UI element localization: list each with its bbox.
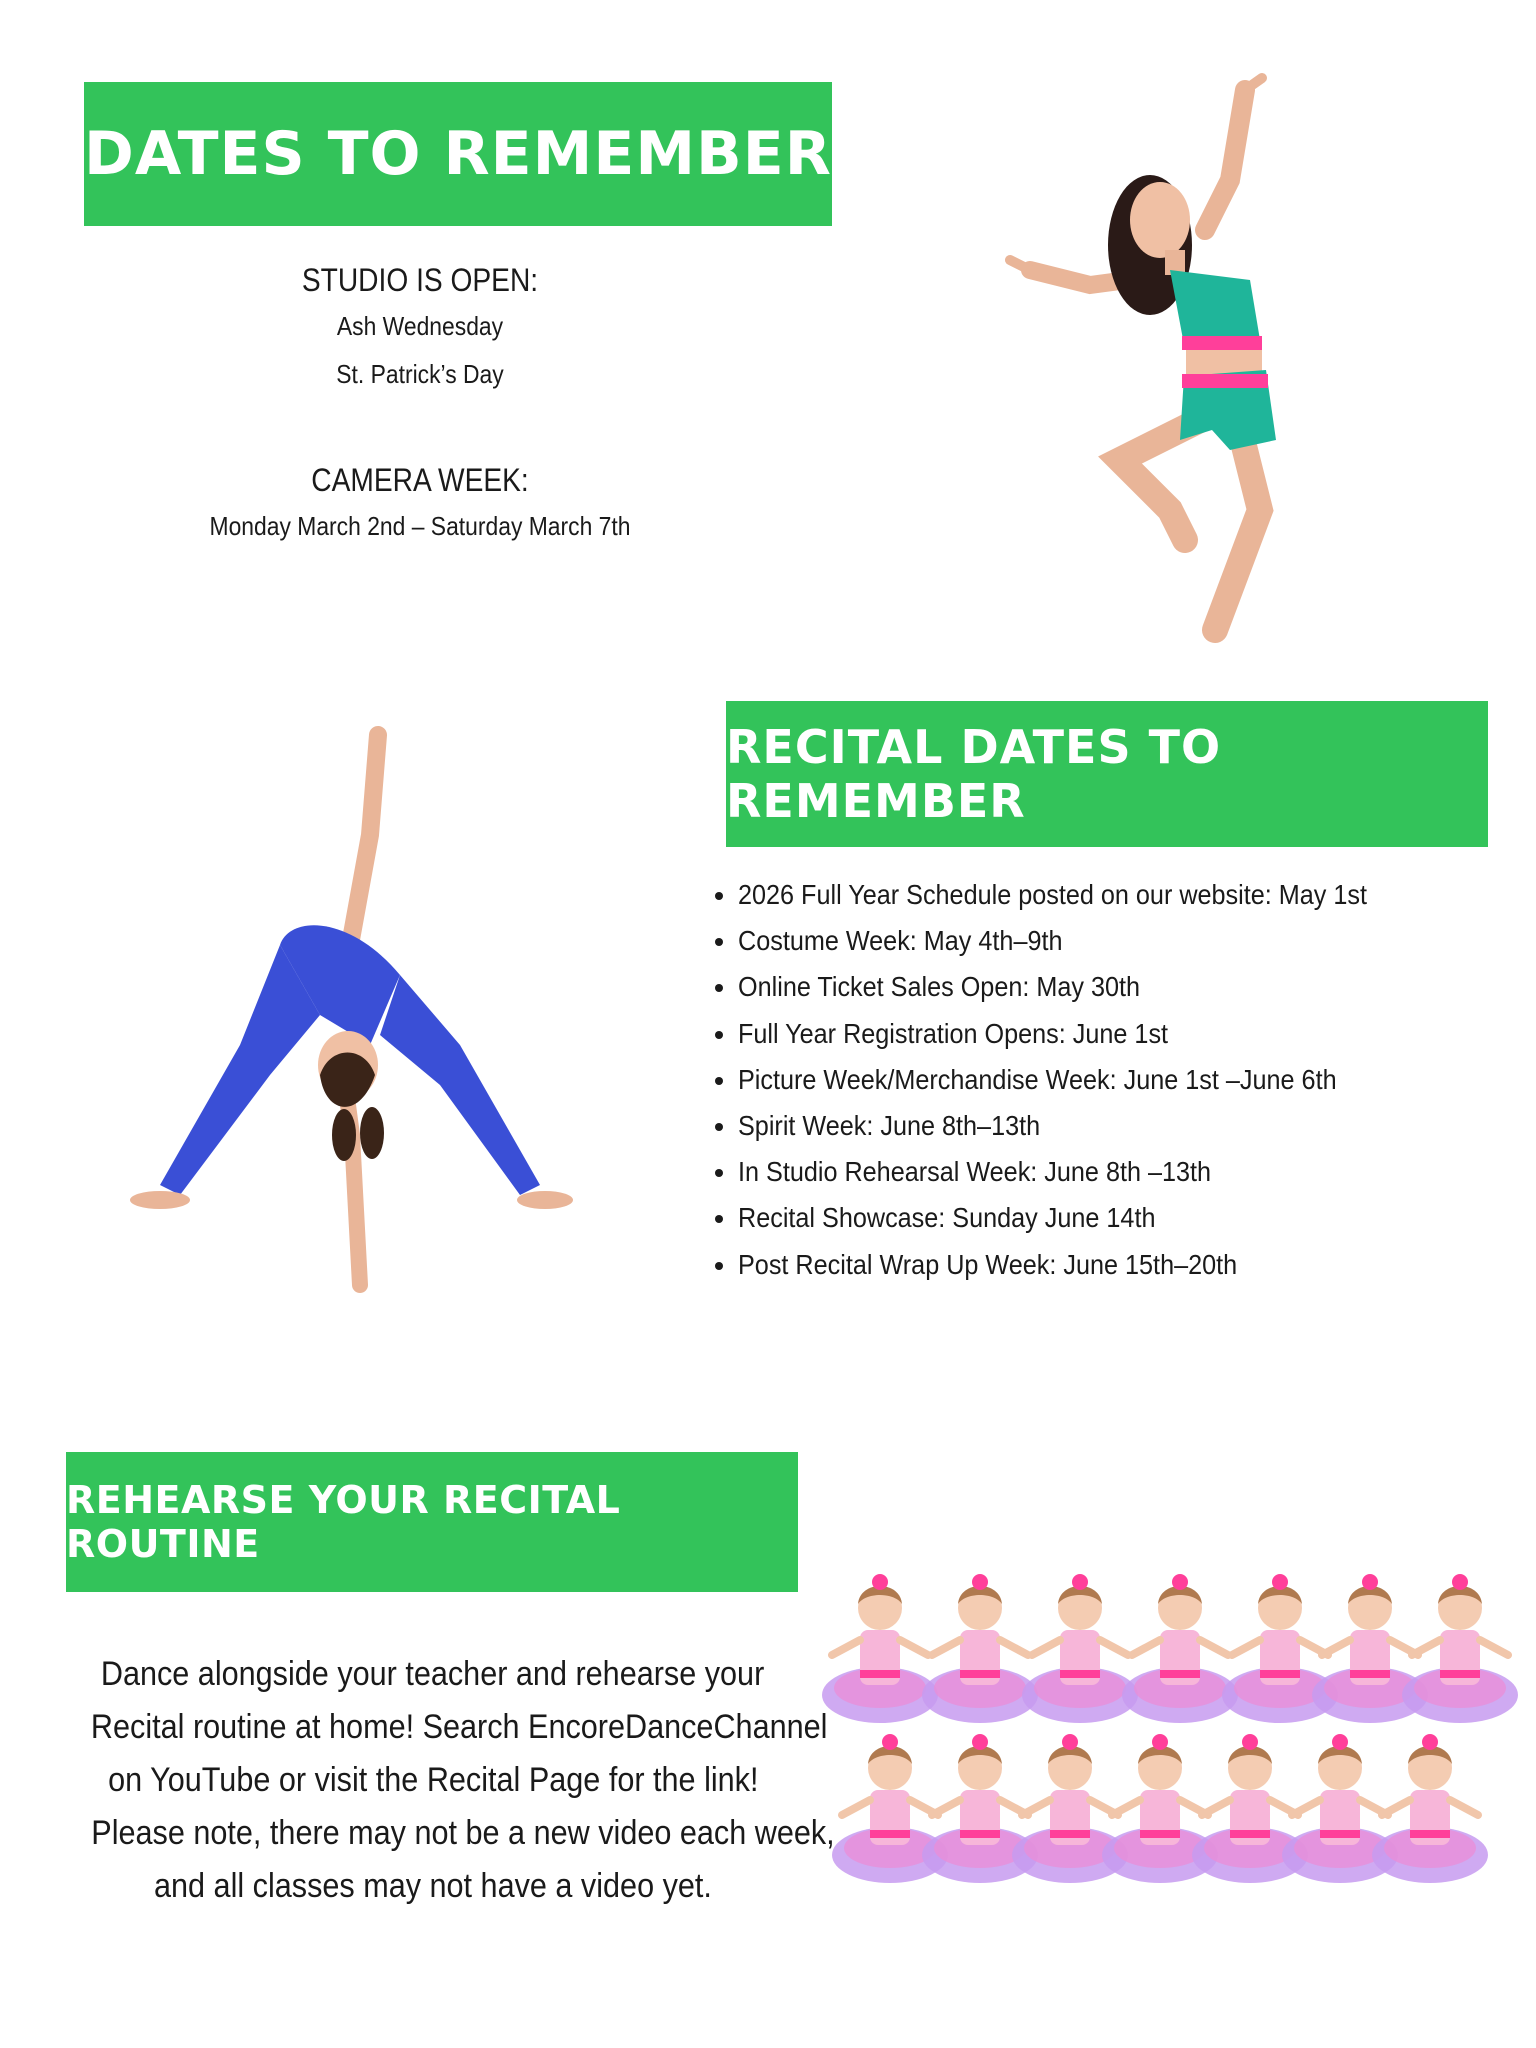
paragraph-line: Please note, there may not be a new video each week, bbox=[91, 1814, 835, 1852]
studio-open-label: STUDIO IS OPEN: bbox=[301, 262, 539, 298]
stretching-dancer-photo bbox=[120, 715, 580, 1315]
list-item: • Full Year Registration Opens: June 1st bbox=[738, 1011, 1528, 1057]
recital-class-photo bbox=[820, 1560, 1520, 1910]
list-item: • Post Recital Wrap Up Week: June 15th–20th bbox=[738, 1242, 1528, 1288]
paragraph-line: and all classes may not have a video yet. bbox=[154, 1867, 712, 1905]
leaping-dancer-photo bbox=[1000, 70, 1310, 650]
dates-title: DATES TO REMEMBER bbox=[84, 119, 832, 189]
rehearse-banner bbox=[66, 1452, 798, 1592]
child-dancer bbox=[1022, 1574, 1138, 1723]
child-dancer bbox=[822, 1574, 938, 1723]
list-item: • In Studio Rehearsal Week: June 8th –13th bbox=[738, 1149, 1528, 1195]
studio-open-day: St. Patrick’s Day bbox=[336, 359, 504, 389]
studio-open-section bbox=[120, 258, 720, 398]
child-dancer bbox=[922, 1574, 1038, 1723]
list-item: • Costume Week: May 4th–9th bbox=[738, 918, 1528, 964]
list-item: • 2026 Full Year Schedule posted on our website: May 1st bbox=[738, 872, 1528, 918]
child-dancer bbox=[1122, 1574, 1238, 1723]
paragraph-line: on YouTube or visit the Recital Page for the link! bbox=[107, 1761, 759, 1799]
paragraph-line: Recital routine at home! Search EncoreDanceChannel bbox=[90, 1708, 828, 1746]
dates-banner bbox=[84, 82, 832, 226]
camera-week-label: CAMERA WEEK: bbox=[311, 462, 529, 498]
recital-dates-title: RECITAL DATES TO REMEMBER bbox=[726, 720, 1222, 828]
rehearse-title: REHEARSE YOUR RECITAL ROUTINE bbox=[66, 1478, 621, 1566]
list-item: • Picture Week/Merchandise Week: June 1st –June 6th bbox=[738, 1057, 1528, 1103]
paragraph-line: Dance alongside your teacher and rehearse your bbox=[101, 1655, 765, 1693]
list-item: • Recital Showcase: Sunday June 14th bbox=[738, 1195, 1528, 1241]
recital-dates-banner bbox=[726, 701, 1488, 847]
list-item: • Spirit Week: June 8th–13th bbox=[738, 1103, 1528, 1149]
camera-week-dates: Monday March 2nd – Saturday March 7th bbox=[209, 511, 631, 541]
child-dancer bbox=[1402, 1574, 1518, 1723]
list-item: • Online Ticket Sales Open: May 30th bbox=[738, 964, 1528, 1010]
child-dancer bbox=[1372, 1734, 1488, 1883]
rehearse-paragraph bbox=[50, 1648, 835, 1913]
studio-open-day: Ash Wednesday bbox=[336, 311, 504, 341]
camera-week-section bbox=[120, 458, 720, 550]
recital-dates-list bbox=[700, 872, 1528, 1288]
